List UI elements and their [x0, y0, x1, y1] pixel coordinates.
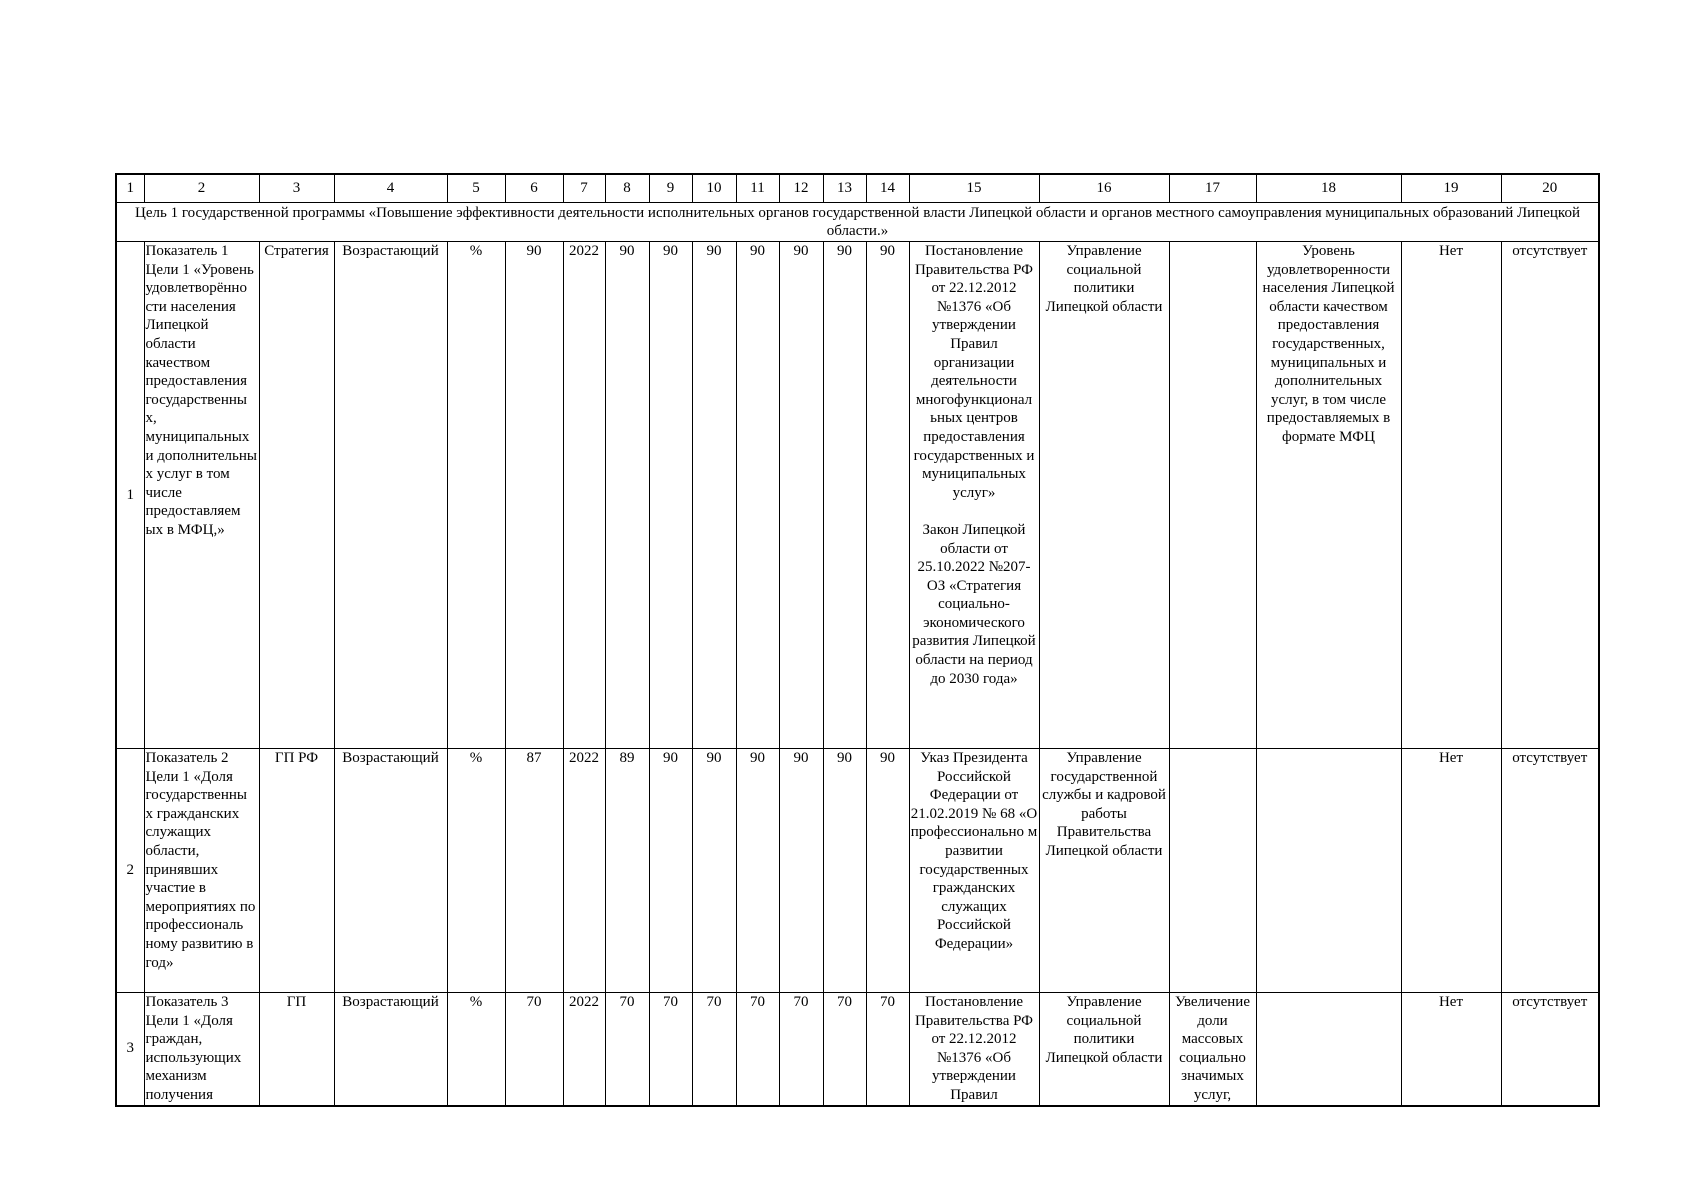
- base-value: 87: [505, 749, 563, 993]
- year-value: 70: [823, 993, 866, 1106]
- regulatory-documents: Указ Президента Российской Федерации от 21.02.2019 № 68 «О профессионально м развитии государственных гражданских служащих Российской Федерации»: [909, 749, 1039, 993]
- indicator-unit: %: [447, 993, 505, 1106]
- indicator-name: Показатель 2 Цели 1 «Доля государственны х гражданских служащих области, принявших участие в мероприятиях по профессиональ ному развитию в год»: [144, 749, 259, 993]
- row-number: 2: [116, 749, 144, 993]
- indicator-unit: %: [447, 749, 505, 993]
- indicator-level: Стратегия: [259, 242, 334, 749]
- program-link: [1169, 749, 1256, 993]
- regulatory-documents: Постановление Правительства РФ от 22.12.2012 №1376 «Об утверждении Правил: [909, 993, 1039, 1106]
- year-value: 90: [866, 242, 909, 749]
- column-number: 5: [447, 174, 505, 203]
- table-row: [116, 242, 1599, 749]
- information-system: отсутствует: [1501, 242, 1599, 749]
- goal-row: [116, 203, 1599, 242]
- column-number: 18: [1256, 174, 1401, 203]
- national-goal-link: [1256, 749, 1401, 993]
- base-value: 70: [505, 993, 563, 1106]
- base-year: 2022: [563, 242, 605, 749]
- year-value: 90: [649, 242, 692, 749]
- responsible-body: Управление социальной политики Липецкой области: [1039, 242, 1169, 749]
- document-page: [115, 173, 1598, 1107]
- gis-flag: Нет: [1401, 993, 1501, 1106]
- program-link: Увеличение доли массовых социально значимых услуг,: [1169, 993, 1256, 1106]
- column-number: 4: [334, 174, 447, 203]
- column-number: 14: [866, 174, 909, 203]
- column-number: 19: [1401, 174, 1501, 203]
- year-value: 90: [779, 749, 823, 993]
- information-system: отсутствует: [1501, 749, 1599, 993]
- table-row: [116, 749, 1599, 993]
- column-number: 11: [736, 174, 779, 203]
- column-number: 3: [259, 174, 334, 203]
- year-value: 70: [605, 993, 649, 1106]
- indicator-name: Показатель 3 Цели 1 «Доля граждан, использующих механизм получения: [144, 993, 259, 1106]
- column-number: 1: [116, 174, 144, 203]
- year-value: 70: [866, 993, 909, 1106]
- column-number: 8: [605, 174, 649, 203]
- program-link: [1169, 242, 1256, 749]
- row-number: 3: [116, 993, 144, 1106]
- regulatory-documents: Постановление Правительства РФ от 22.12.2012 №1376 «Об утверждении Правил организации деятельности многофункционал ьных центров предоставления государственных и муниципальных услуг» Закон Липецкой области от 25.10.2022 №207-ОЗ «Стратегия социально- экономического развития Липецкой области на период до 2030 года»: [909, 242, 1039, 749]
- year-value: 70: [649, 993, 692, 1106]
- year-value: 90: [649, 749, 692, 993]
- gis-flag: Нет: [1401, 242, 1501, 749]
- year-value: 90: [692, 749, 736, 993]
- indicator-trend: Возрастающий: [334, 993, 447, 1106]
- year-value: 90: [605, 242, 649, 749]
- year-value: 90: [866, 749, 909, 993]
- base-year: 2022: [563, 749, 605, 993]
- year-value: 90: [692, 242, 736, 749]
- national-goal-link: Уровень удовлетворенности населения Липецкой области качеством предоставления государственных, муниципальных и дополнительных услуг, в том числе предоставляемых в формате МФЦ: [1256, 242, 1401, 749]
- responsible-body: Управление социальной политики Липецкой области: [1039, 993, 1169, 1106]
- base-value: 90: [505, 242, 563, 749]
- indicator-unit: %: [447, 242, 505, 749]
- indicator-trend: Возрастающий: [334, 242, 447, 749]
- base-year: 2022: [563, 993, 605, 1106]
- year-value: 89: [605, 749, 649, 993]
- year-value: 90: [736, 749, 779, 993]
- goal-title: Цель 1 государственной программы «Повышение эффективности деятельности исполнительных органов государственной власти Липецкой области и органов местного самоуправления муниципальных образований Липецкой области.»: [116, 203, 1599, 242]
- year-value: 90: [823, 242, 866, 749]
- table-row: [116, 993, 1599, 1106]
- year-value: 70: [736, 993, 779, 1106]
- year-value: 90: [823, 749, 866, 993]
- information-system: отсутствует: [1501, 993, 1599, 1106]
- column-number: 20: [1501, 174, 1599, 203]
- row-number: 1: [116, 242, 144, 749]
- column-number: 2: [144, 174, 259, 203]
- column-number: 13: [823, 174, 866, 203]
- indicator-trend: Возрастающий: [334, 749, 447, 993]
- indicator-level: ГП: [259, 993, 334, 1106]
- column-number: 17: [1169, 174, 1256, 203]
- national-goal-link: [1256, 993, 1401, 1106]
- column-number: 9: [649, 174, 692, 203]
- column-number: 15: [909, 174, 1039, 203]
- year-value: 70: [692, 993, 736, 1106]
- indicator-level: ГП РФ: [259, 749, 334, 993]
- column-number: 7: [563, 174, 605, 203]
- column-number-row: [116, 174, 1599, 203]
- responsible-body: Управление государственной службы и кадровой работы Правительства Липецкой области: [1039, 749, 1169, 993]
- column-number: 16: [1039, 174, 1169, 203]
- year-value: 90: [736, 242, 779, 749]
- column-number: 12: [779, 174, 823, 203]
- year-value: 90: [779, 242, 823, 749]
- indicator-name: Показатель 1 Цели 1 «Уровень удовлетворённо сти населения Липецкой области качеством предоставления государственны х, муниципальных и дополнительны х услуг в том числе предоставляем ых в МФЦ,»: [144, 242, 259, 749]
- gis-flag: Нет: [1401, 749, 1501, 993]
- year-value: 70: [779, 993, 823, 1106]
- column-number: 10: [692, 174, 736, 203]
- indicators-table: [115, 173, 1600, 1107]
- column-number: 6: [505, 174, 563, 203]
